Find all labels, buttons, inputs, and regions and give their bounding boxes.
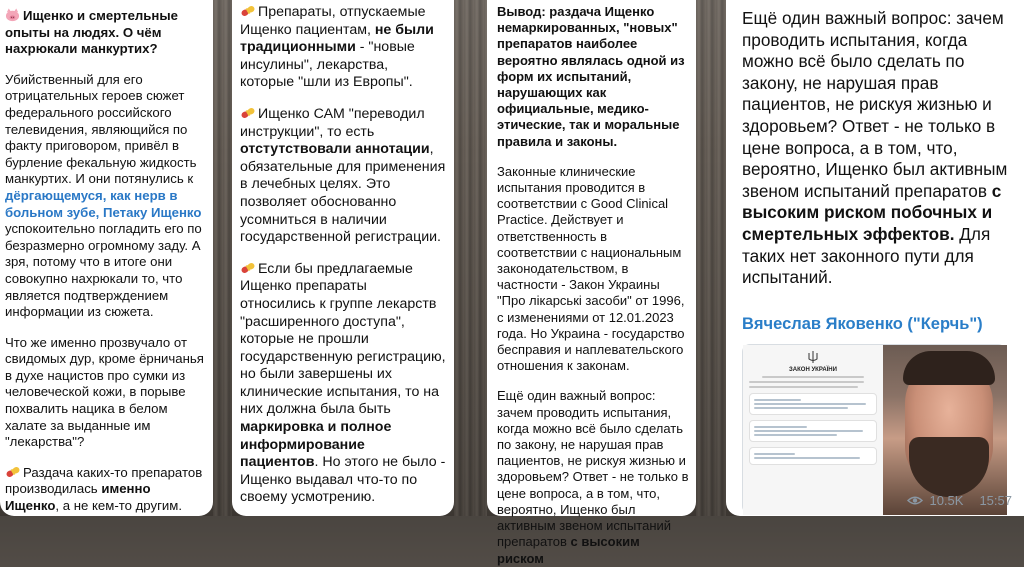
pill-icon <box>240 107 256 119</box>
bold-text: именно Ищенко <box>5 481 151 514</box>
message-4-text <box>742 8 1012 289</box>
eye-icon <box>907 495 923 506</box>
message-1-paragraph-3 <box>5 465 207 515</box>
comment-card <box>749 447 877 465</box>
background-mid-left <box>454 0 487 516</box>
message-2-paragraph-3 <box>240 261 446 507</box>
pill-icon <box>240 262 256 274</box>
message-bubble-1 <box>0 0 213 516</box>
comment-card <box>749 393 877 415</box>
message-3-paragraph-3 <box>497 388 690 566</box>
document-screenshot <box>743 345 883 515</box>
bold-text: отстутствовали аннотации <box>240 141 430 158</box>
message-bubble-4 <box>726 0 1024 516</box>
bold-text: маркировка и полное информирование пациентов <box>240 419 392 471</box>
document-title: ЗАКОН УКРАЇНИ <box>789 366 837 373</box>
bold-text: с высоким риском побочных и смертельных эффектов. <box>742 180 1002 244</box>
paragraph-text: Раздача каких-то препаратов производилась <box>5 464 203 497</box>
message-1-text <box>5 8 207 515</box>
background-mid-right <box>696 0 726 516</box>
paragraph-text: , а не кем-то другим. <box>55 498 182 514</box>
background-left <box>213 0 232 516</box>
message-bubble-2 <box>232 0 454 516</box>
paragraph-text: Если бы предлагаемые Ищенко препараты относились к группе лекарств "расширенного доступа", которые не прошли государственную регистрацию, но были завершены их клинические испытания, то на них должна была быть <box>240 260 446 418</box>
trident-icon <box>808 351 818 363</box>
pill-icon <box>240 5 256 17</box>
pill-icon <box>5 466 21 478</box>
message-2-paragraph-1 <box>240 4 446 92</box>
media-preview[interactable] <box>742 344 1006 514</box>
paragraph-text: Ищенко САМ "переводил инструкции", то есть <box>240 105 425 140</box>
inline-link[interactable]: дёргающемуся, как нерв в больном зубе, Петаку Ищенко <box>5 187 202 220</box>
paragraph-text: Препараты, отпускаемые Ищенко пациентам, <box>240 4 426 38</box>
forwarded-author-link[interactable]: Вячеслав Яковенко ("Керчь") <box>742 314 983 333</box>
message-3-conclusion: Вывод: раздача Ищенко немаркированных, "новых" препаратов наиболее вероятно являлась одной из форм их испытаний, нарушающих как официальные, медико-этические, так и моральные правила и законы. <box>497 4 685 149</box>
message-meta <box>907 493 1012 508</box>
paragraph-text: Убийственный для его отрицательных героев сюжет федерального российского телевидения, являющийся по факту приговором, привёл в бурление фекальную жидкость манкуртих. И они потянулись к <box>5 71 197 187</box>
message-time: 15:57 <box>979 493 1012 508</box>
pig-icon <box>5 8 20 22</box>
message-1-paragraph-1 <box>5 72 207 321</box>
view-count: 10.5K <box>929 493 964 508</box>
paragraph-text: Ещё один важный вопрос: зачем проводить испытания, когда можно всё было сделать по закону, не нарушая прав пациентов, не рискуя жизнью и здоровьем? Ответ - не только в цене вопроса, а в том, что, вероятно, Ищенко был активным звеном испытаний препаратов <box>497 388 689 550</box>
message-3-text <box>497 4 690 567</box>
message-2-text <box>240 4 446 507</box>
comment-card <box>749 420 877 442</box>
message-1-title <box>5 8 207 58</box>
person-photo <box>883 345 1007 515</box>
paragraph-text: успокоительно погладить его по безразмерно огромному заду. А зря, потому что в итоге они совокупно нахрюкали то, что является подтверждением информации из сюжета. <box>5 221 202 320</box>
message-3-paragraph-2: Законные клинические испытания проводится в соответствии с Good Clinical Practice. Действует и ответственность в соответствии с национальным законодательством, в частности - Закон Украины "Про лікарські засоби" от 1996, с изменениями от 12.01.2023 года. Но Украина - государство бесправия и наплевательского отношения к законам. <box>497 163 685 374</box>
paragraph-text: . Но этого не было - Ищенко выдавал что-то по своему усмотрению. <box>240 454 446 506</box>
paragraph-text: - "новые инсулины", лекарства, которые "шли из Европы". <box>240 39 415 91</box>
bold-text: с высоким риском <box>497 534 640 566</box>
paragraph-text: Ещё один важный вопрос: зачем проводить испытания, когда можно всё было сделать по закону, не нарушая прав пациентов, не рискуя жизнью и здоровьем? Ответ - не только в цене вопроса, а в том, что, вероятно, Ищенко был активным звеном испытаний препаратов <box>742 8 1008 201</box>
message-2-paragraph-2 <box>240 106 446 247</box>
title-text: Ищенко и смертельные опыты на людях. О чём нахрюкали манкуртих? <box>5 8 178 57</box>
bold-text: не были традиционными <box>240 21 434 56</box>
message-bubble-3 <box>487 0 696 566</box>
message-1-paragraph-2: Что же именно прозвучало от свидомых дур, кроме ёрничанья в духе нацистов про сумки из человеческой кожи, в порыве похвалить нацика в белом халате за выданные им "лекарства"? <box>5 334 204 450</box>
paragraph-text: , обязательные для применения в лечебных целях. Это позволяет обоснованно усомниться в наличии государственной регистрации. <box>240 141 446 246</box>
paragraph-text: Для таких нет законного пути для испытаний. <box>742 223 991 288</box>
